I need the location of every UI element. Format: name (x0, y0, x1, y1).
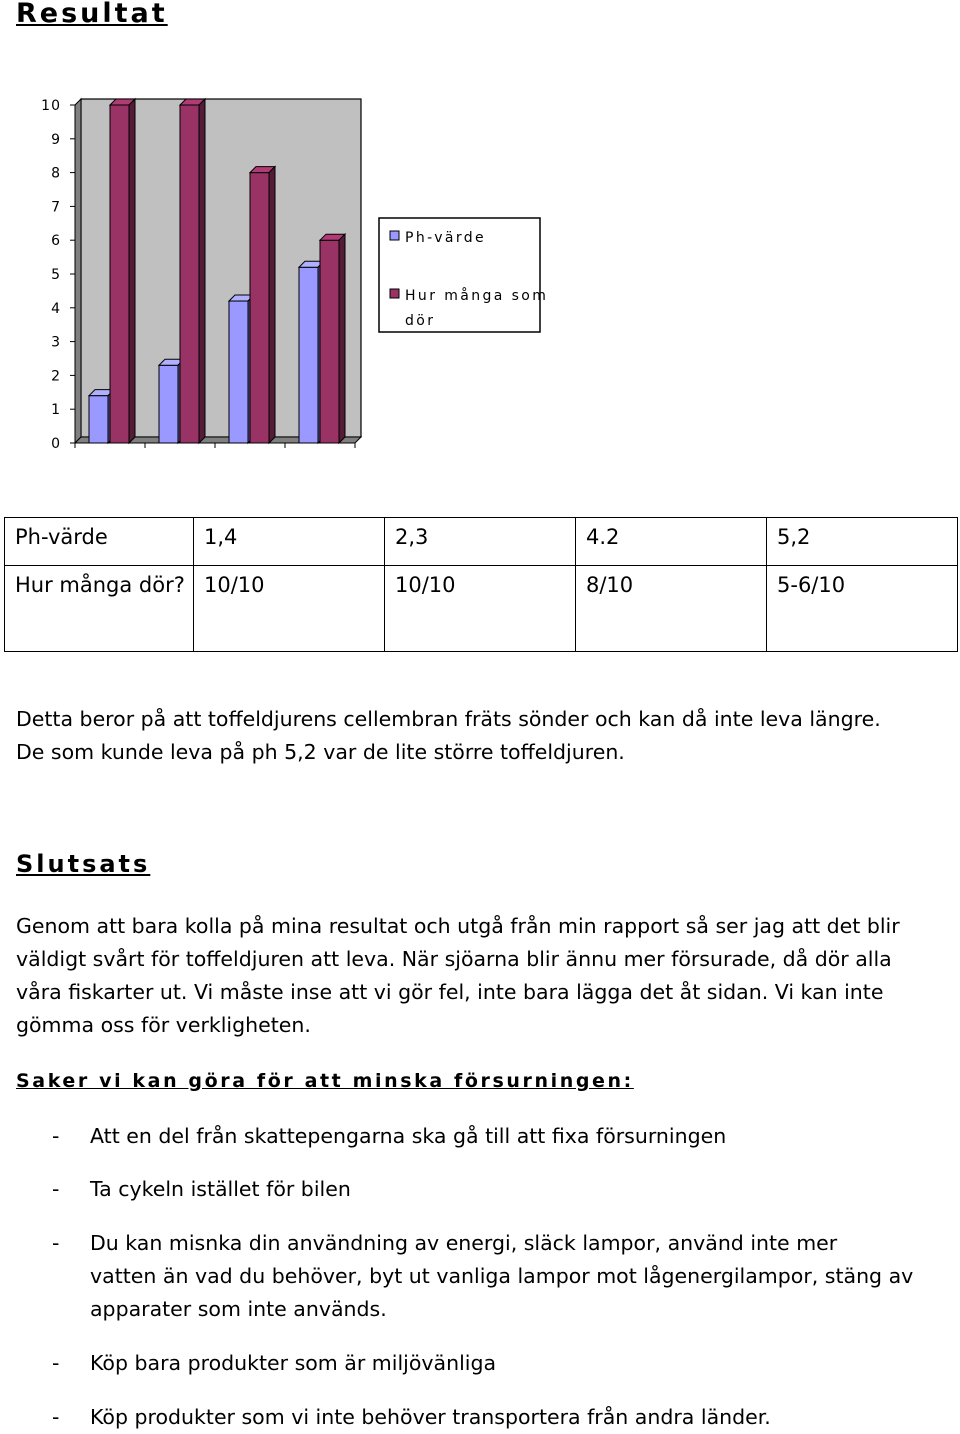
list-dash: - (52, 1405, 60, 1429)
heading-saker: Saker vi kan göra för att minska försurningen: (16, 1070, 634, 1092)
heading-slutsats: Slutsats (16, 850, 151, 878)
bar-dead (320, 234, 345, 443)
y-axis (41, 98, 75, 452)
table-cell: 5,2 (767, 518, 958, 566)
bar-dead (250, 167, 275, 443)
text-line: våra fiskarter ut. Vi måste inse att vi gör fel, inte bara lägga det åt sidan. Vi kan inte (16, 980, 884, 1004)
bar-dead (180, 99, 205, 443)
conclusion-paragraph (16, 910, 956, 1042)
y-tick-label: 2 (51, 368, 61, 385)
y-tick-label: 10 (41, 98, 61, 114)
text-line: gömma oss för verkligheten. (16, 1013, 311, 1037)
bar-front (89, 396, 108, 443)
table-row (5, 566, 958, 652)
table-cell: 5-6/10 (767, 566, 958, 652)
text-line: Köp bara produkter som är miljövänliga (90, 1351, 497, 1375)
bar-side (269, 167, 275, 443)
list-item (0, 1401, 960, 1434)
bar-chart (0, 80, 560, 460)
result-paragraph (16, 703, 956, 769)
text-line: Ta cykeln istället för bilen (90, 1177, 351, 1201)
legend-swatch (390, 231, 399, 240)
text-line: Du kan misnka din användning av energi, släck lampor, använd inte mer (90, 1231, 838, 1255)
legend-swatch (390, 289, 399, 298)
table-cell: 10/10 (385, 566, 576, 652)
table-cell: 8/10 (576, 566, 767, 652)
bar-front (250, 173, 269, 443)
bar-front (299, 267, 318, 443)
list-dash: - (52, 1351, 60, 1375)
text-line: Genom att bara kolla på mina resultat och utgå från min rapport så ser jag att det blir (16, 914, 900, 938)
legend-label: Ph-värde (405, 230, 487, 246)
y-tick-label: 4 (51, 300, 61, 317)
bar-front (180, 105, 199, 443)
table-row (5, 518, 958, 566)
table-cell: 10/10 (194, 566, 385, 652)
bar-front (320, 240, 339, 443)
bar-side (199, 99, 205, 443)
text-line: Att en del från skattepengarna ska gå till att fixa försurningen (90, 1124, 727, 1148)
list-dash: - (52, 1124, 60, 1148)
text-line: De som kunde leva på ph 5,2 var de lite större toffeldjuren. (16, 740, 625, 764)
results-table (4, 517, 958, 652)
table-cell: 4.2 (576, 518, 767, 566)
list-item (0, 1120, 960, 1153)
list-item (0, 1173, 960, 1206)
list-item (0, 1227, 960, 1326)
table-cell: 1,4 (194, 518, 385, 566)
y-tick-label: 1 (51, 402, 61, 419)
plot-side-wall (75, 99, 81, 443)
text-line: väldigt svårt för toffeldjuren att leva. När sjöarna blir ännu mer försurade, då dör alla (16, 947, 892, 971)
y-tick-label: 8 (51, 165, 61, 182)
y-tick-label: 7 (51, 199, 61, 216)
table-cell: Hur många dör? (5, 566, 194, 652)
bar-front (229, 301, 248, 443)
legend-label: Hur många som (405, 288, 549, 304)
legend-label: dör (405, 313, 436, 329)
chart-legend (379, 218, 548, 332)
list-dash: - (52, 1177, 60, 1201)
y-tick-label: 6 (51, 233, 61, 250)
bar-side (129, 99, 135, 443)
bar-dead (110, 99, 135, 443)
bar-side (339, 234, 345, 443)
bar-front (159, 365, 178, 443)
list-dash: - (52, 1231, 60, 1255)
y-tick-label: 5 (51, 267, 61, 283)
y-tick-label: 0 (51, 436, 61, 452)
y-tick-label: 9 (51, 131, 61, 148)
action-list (0, 1120, 960, 1434)
table-cell: 2,3 (385, 518, 576, 566)
text-line: vatten än vad du behöver, byt ut vanliga lampor mot lågenergilampor, stäng av (90, 1264, 914, 1288)
y-tick-label: 3 (51, 334, 61, 351)
text-line: Köp produkter som vi inte behöver transportera från andra länder. (90, 1405, 771, 1429)
list-item (0, 1347, 960, 1380)
text-line: apparater som inte används. (90, 1297, 387, 1321)
bar-front (110, 105, 129, 443)
text-line: Detta beror på att toffeldjurens cellembran fräts sönder och kan då inte leva längre. (16, 707, 881, 731)
heading-resultat: Resultat (16, 0, 168, 29)
table-cell: Ph-värde (5, 518, 194, 566)
